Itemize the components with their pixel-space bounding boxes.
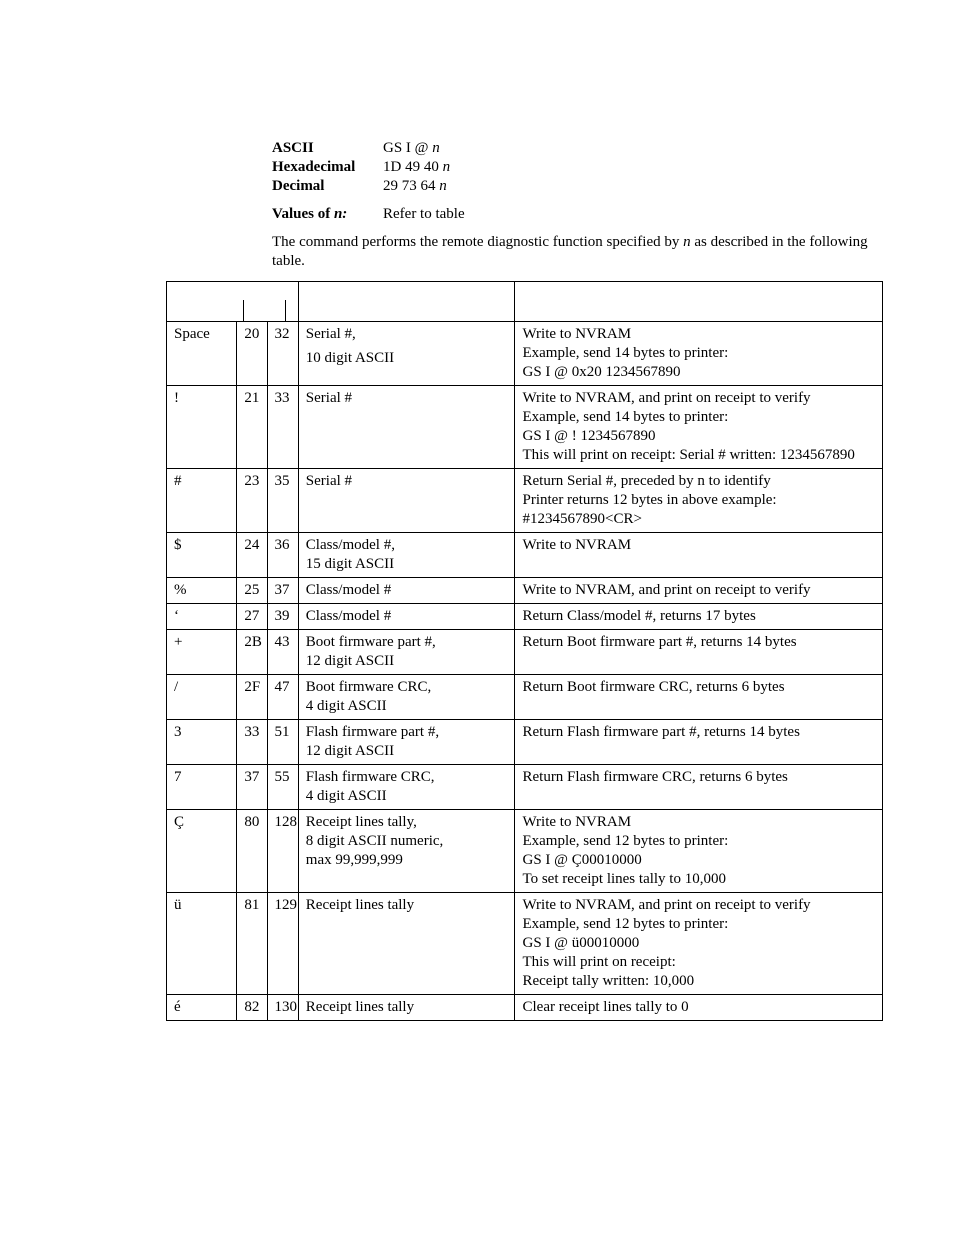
hex-label: Hexadecimal [272, 159, 356, 175]
cell-function-line: 12 digit ASCII [305, 653, 395, 669]
cell-function-line: Flash firmware part #, [305, 724, 440, 740]
cell-character: / [167, 675, 237, 720]
cell-function [298, 995, 515, 1021]
cell-function-line: 8 digit ASCII numeric, [305, 833, 444, 849]
cell-action-line: This will print on receipt: [522, 954, 676, 970]
cell-hex: 80 [237, 810, 267, 893]
cell-function-line: Boot firmware part #, [305, 634, 436, 650]
cell-action [515, 469, 883, 533]
table-row [167, 893, 883, 995]
table-row [167, 469, 883, 533]
cell-character: Ç [167, 810, 237, 893]
cell-action-line: This will print on receipt: Serial # written: 1234567890 [522, 447, 855, 463]
cell-function-line: Class/model # [305, 582, 392, 598]
cell-action [515, 604, 883, 630]
cell-function [298, 720, 515, 765]
cell-action-line: Write to NVRAM [522, 814, 632, 830]
header-cell-action [515, 282, 883, 322]
table-row [167, 630, 883, 675]
cell-character: 3 [167, 720, 237, 765]
cell-action [515, 810, 883, 893]
cell-character: Space [167, 322, 237, 386]
cell-hex: 37 [237, 765, 267, 810]
cell-decimal: 43 [267, 630, 298, 675]
decimal-row [272, 177, 450, 196]
cell-action [515, 765, 883, 810]
cell-character: + [167, 630, 237, 675]
cell-hex: 33 [237, 720, 267, 765]
cell-action-line: GS I @ ! 1234567890 [522, 428, 656, 444]
cell-action [515, 630, 883, 675]
header-cell-function [298, 282, 515, 322]
cell-action [515, 578, 883, 604]
cell-decimal: 47 [267, 675, 298, 720]
table-row [167, 578, 883, 604]
cell-hex: 27 [237, 604, 267, 630]
cell-decimal: 33 [267, 386, 298, 469]
cell-function [298, 810, 515, 893]
cell-action-line: Example, send 14 bytes to printer: [522, 345, 729, 361]
ascii-row [272, 139, 450, 158]
table-row [167, 720, 883, 765]
cell-action-line: Return Boot firmware CRC, returns 6 bytes [522, 679, 785, 695]
command-description: The command performs the remote diagnostic function specified by n as described in the following table. [272, 234, 868, 269]
cell-function [298, 765, 515, 810]
table-row [167, 765, 883, 810]
cell-action-line: Write to NVRAM [522, 326, 632, 342]
diagnostic-function-table [166, 281, 883, 1021]
cell-function-line: Serial # [305, 390, 353, 406]
cell-decimal: 129 [267, 893, 298, 995]
cell-action [515, 995, 883, 1021]
cell-function [298, 386, 515, 469]
ascii-label: ASCII [272, 140, 314, 156]
cell-function-line: 12 digit ASCII [305, 743, 395, 759]
ascii-value: GS I @ n [383, 140, 440, 156]
decimal-value: 29 73 64 n [383, 178, 447, 194]
cell-hex: 82 [237, 995, 267, 1021]
cell-hex: 2B [237, 630, 267, 675]
cell-function-line: Receipt lines tally [305, 897, 415, 913]
table-row [167, 995, 883, 1021]
cell-function-line: 4 digit ASCII [305, 788, 387, 804]
cell-function-line: Flash firmware CRC, [305, 769, 435, 785]
cell-action [515, 533, 883, 578]
values-value: Refer to table [383, 206, 465, 222]
decimal-label: Decimal [272, 178, 325, 194]
cell-hex: 23 [237, 469, 267, 533]
cell-action-line: GS I @ ü00010000 [522, 935, 640, 951]
cell-hex: 24 [237, 533, 267, 578]
cell-function-line: Serial #, [305, 326, 356, 342]
cell-function-line: 10 digit ASCII [305, 350, 395, 366]
cell-action-line: Return Boot firmware part #, returns 14 bytes [522, 634, 797, 650]
cell-function-line: Class/model # [305, 608, 392, 624]
cell-action-line: Return Flash firmware CRC, returns 6 bytes [522, 769, 788, 785]
cell-decimal: 36 [267, 533, 298, 578]
cell-hex: 2F [237, 675, 267, 720]
cell-decimal: 130 [267, 995, 298, 1021]
cell-action [515, 893, 883, 995]
cell-action-line: Clear receipt lines tally to 0 [522, 999, 689, 1015]
cell-action-line: Example, send 12 bytes to printer: [522, 833, 729, 849]
cell-function-line: Serial # [305, 473, 353, 489]
cell-character: 7 [167, 765, 237, 810]
cell-hex: 21 [237, 386, 267, 469]
cell-function-line: Class/model #, [305, 537, 395, 553]
cell-function-line: Receipt lines tally, [305, 814, 417, 830]
cell-function [298, 578, 515, 604]
cell-action [515, 675, 883, 720]
cell-action-line: To set receipt lines tally to 10,000 [522, 871, 726, 887]
cell-function [298, 469, 515, 533]
cell-hex: 20 [237, 322, 267, 386]
cell-function [298, 533, 515, 578]
cell-hex: 81 [237, 893, 267, 995]
header-cell-character [167, 282, 299, 322]
table-row [167, 810, 883, 893]
cell-character: ‘ [167, 604, 237, 630]
cell-action-line: GS I @ Ç00010000 [522, 852, 642, 868]
table-row [167, 322, 883, 386]
cell-action-line: GS I @ 0x20 1234567890 [522, 364, 681, 380]
values-label: Values of n: [272, 206, 348, 222]
cell-action-line: Return Class/model #, returns 17 bytes [522, 608, 756, 624]
cell-action-line: Return Serial #, preceded by n to identify [522, 473, 771, 489]
hex-value: 1D 49 40 n [383, 159, 451, 175]
cell-action-line: Printer returns 12 bytes in above example: [522, 492, 777, 508]
cell-action-line: Example, send 14 bytes to printer: [522, 409, 729, 425]
cell-action [515, 386, 883, 469]
cell-character: $ [167, 533, 237, 578]
values-of-n-row [272, 205, 465, 224]
cell-function [298, 322, 515, 386]
cell-action-line: Write to NVRAM [522, 537, 632, 553]
cell-decimal: 32 [267, 322, 298, 386]
cell-character: % [167, 578, 237, 604]
cell-hex: 25 [237, 578, 267, 604]
cell-function [298, 604, 515, 630]
cell-action-line: Receipt tally written: 10,000 [522, 973, 695, 989]
cell-function-line: 15 digit ASCII [305, 556, 395, 572]
cell-function [298, 675, 515, 720]
cell-action-line: Write to NVRAM, and print on receipt to verify [522, 897, 811, 913]
table-row [167, 675, 883, 720]
cell-character: é [167, 995, 237, 1021]
cell-action-line: Write to NVRAM, and print on receipt to verify [522, 582, 811, 598]
cell-action-line: Example, send 12 bytes to printer: [522, 916, 729, 932]
cell-action-line: #1234567890<CR> [522, 511, 642, 527]
hex-row [272, 158, 450, 177]
table-row [167, 604, 883, 630]
cell-character: ü [167, 893, 237, 995]
cell-action [515, 720, 883, 765]
cell-function-line: Boot firmware CRC, [305, 679, 432, 695]
cell-action [515, 322, 883, 386]
cell-decimal: 39 [267, 604, 298, 630]
cell-decimal: 51 [267, 720, 298, 765]
table-row [167, 533, 883, 578]
cell-function [298, 630, 515, 675]
cell-function-line: 4 digit ASCII [305, 698, 387, 714]
cell-character: # [167, 469, 237, 533]
cell-decimal: 55 [267, 765, 298, 810]
cell-decimal: 35 [267, 469, 298, 533]
table-header-row [167, 282, 883, 322]
cell-action-line: Return Flash firmware part #, returns 14 bytes [522, 724, 800, 740]
cell-character: ! [167, 386, 237, 469]
cell-decimal: 37 [267, 578, 298, 604]
command-syntax-block [272, 139, 450, 196]
cell-decimal: 128 [267, 810, 298, 893]
cell-action-line: Write to NVRAM, and print on receipt to verify [522, 390, 811, 406]
table-row [167, 386, 883, 469]
cell-function [298, 893, 515, 995]
cell-function-line: Receipt lines tally [305, 999, 415, 1015]
cell-function-line: max 99,999,999 [305, 852, 403, 868]
